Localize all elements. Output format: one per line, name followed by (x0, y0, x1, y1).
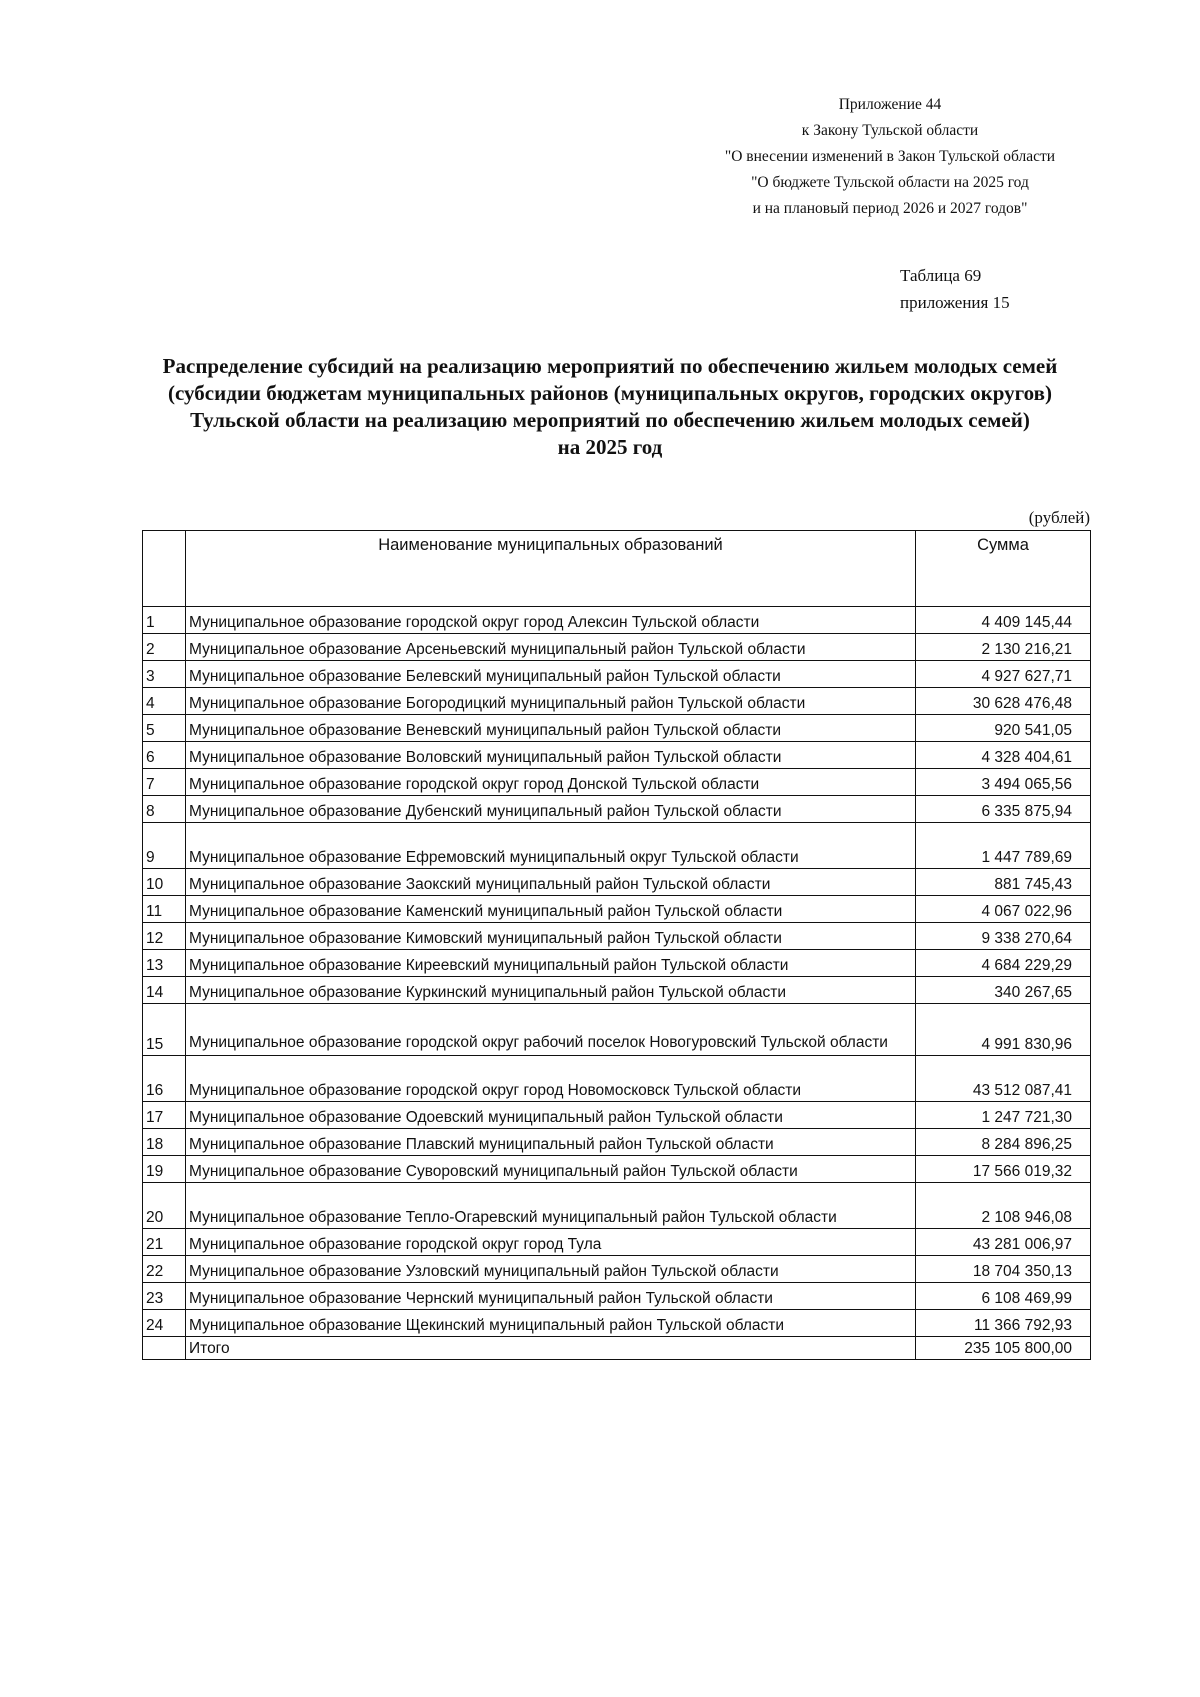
row-number: 1 (143, 607, 186, 634)
row-number: 24 (143, 1310, 186, 1337)
table-row (143, 607, 1091, 634)
title-line-4: на 2025 год (557, 435, 663, 459)
municipality-name: Муниципальное образование Узловский муниципальный район Тульской области (186, 1256, 916, 1283)
table-row (143, 1283, 1091, 1310)
column-header-number (143, 531, 186, 607)
subsidy-amount: 6 108 469,99 (916, 1283, 1091, 1310)
subsidy-amount: 881 745,43 (916, 869, 1091, 896)
municipality-name: Муниципальное образование Киреевский муниципальный район Тульской области (186, 950, 916, 977)
row-number: 17 (143, 1102, 186, 1129)
municipality-name: Муниципальное образование городской округ рабочий поселок Новогуровский Тульской области (186, 1004, 916, 1056)
subsidy-amount: 340 267,65 (916, 977, 1091, 1004)
table-row (143, 977, 1091, 1004)
municipality-name: Муниципальное образование городской округ город Новомосковск Тульской области (186, 1056, 916, 1102)
table-row (143, 1256, 1091, 1283)
subsidy-amount: 4 991 830,96 (916, 1004, 1091, 1056)
municipality-name: Муниципальное образование Веневский муниципальный район Тульской области (186, 715, 916, 742)
title-line-2: (субсидии бюджетам муниципальных районов (муниципальных округов, городских округов) (168, 381, 1052, 405)
law-reference: к Закону Тульской области (801, 122, 979, 139)
table-header-row (143, 531, 1091, 607)
total-row (143, 1337, 1091, 1360)
municipality-name: Муниципальное образование Куркинский муниципальный район Тульской области (186, 977, 916, 1004)
subsidy-amount: 2 108 946,08 (916, 1183, 1091, 1229)
subsidy-amount: 43 512 087,41 (916, 1056, 1091, 1102)
row-number: 19 (143, 1156, 186, 1183)
municipality-name: Муниципальное образование Ефремовский муниципальный округ Тульской области (186, 823, 916, 869)
subsidy-amount: 2 130 216,21 (916, 634, 1091, 661)
municipality-name: Муниципальное образование Тепло-Огаревский муниципальный район Тульской области (186, 1183, 916, 1229)
total-amount: 235 105 800,00 (916, 1337, 1091, 1360)
table-row (143, 869, 1091, 896)
table-row (143, 715, 1091, 742)
law-title-line-2: "О бюджете Тульской области на 2025 год (751, 174, 1029, 191)
table-row (143, 823, 1091, 869)
table-row (143, 1183, 1091, 1229)
municipality-name: Муниципальное образование Воловский муниципальный район Тульской области (186, 742, 916, 769)
table-row (143, 1156, 1091, 1183)
table-row (143, 661, 1091, 688)
row-number: 14 (143, 977, 186, 1004)
subsidy-amount: 17 566 019,32 (916, 1156, 1091, 1183)
subsidy-amount: 3 494 065,56 (916, 769, 1091, 796)
subsidy-amount: 4 684 229,29 (916, 950, 1091, 977)
units-label: (рублей) (1028, 508, 1090, 527)
law-title-line-1: "О внесении изменений в Закон Тульской области (724, 148, 1056, 165)
subsidy-amount: 4 067 022,96 (916, 896, 1091, 923)
subsidy-amount: 1 447 789,69 (916, 823, 1091, 869)
table-row (143, 1229, 1091, 1256)
municipality-name: Муниципальное образование Арсеньевский муниципальный район Тульской области (186, 634, 916, 661)
row-number: 21 (143, 1229, 186, 1256)
row-number: 22 (143, 1256, 186, 1283)
subsidy-amount: 8 284 896,25 (916, 1129, 1091, 1156)
municipality-name: Муниципальное образование Плавский муниципальный район Тульской области (186, 1129, 916, 1156)
row-number: 11 (143, 896, 186, 923)
row-number: 5 (143, 715, 186, 742)
municipality-name: Муниципальное образование Суворовский муниципальный район Тульской области (186, 1156, 916, 1183)
row-number: 4 (143, 688, 186, 715)
table-row (143, 796, 1091, 823)
row-number: 15 (143, 1004, 186, 1056)
subsidy-amount: 30 628 476,48 (916, 688, 1091, 715)
table-row (143, 634, 1091, 661)
subsidy-amount: 4 409 145,44 (916, 607, 1091, 634)
subsidy-amount: 920 541,05 (916, 715, 1091, 742)
municipality-name: Муниципальное образование Одоевский муниципальный район Тульской области (186, 1102, 916, 1129)
row-number: 18 (143, 1129, 186, 1156)
row-number: 7 (143, 769, 186, 796)
row-number: 12 (143, 923, 186, 950)
table-row (143, 923, 1091, 950)
title-line-1: Распределение субсидий на реализацию мероприятий по обеспечению жильем молодых семей (162, 354, 1058, 378)
table-row (143, 896, 1091, 923)
subsidy-table (142, 530, 1091, 1360)
row-number: 6 (143, 742, 186, 769)
title-line-3: Тульской области на реализацию мероприятий по обеспечению жильем молодых семей) (190, 408, 1030, 432)
row-number: 8 (143, 796, 186, 823)
row-number: 16 (143, 1056, 186, 1102)
municipality-name: Муниципальное образование Богородицкий муниципальный район Тульской области (186, 688, 916, 715)
column-header-name: Наименование муниципальных образований (186, 531, 916, 607)
table-row (143, 769, 1091, 796)
subsidy-amount: 18 704 350,13 (916, 1256, 1091, 1283)
municipality-name: Муниципальное образование городской округ город Донской Тульской области (186, 769, 916, 796)
table-row (143, 950, 1091, 977)
table-body (143, 607, 1091, 1360)
table-row (143, 1310, 1091, 1337)
column-header-sum: Сумма (916, 531, 1091, 607)
table-row (143, 1129, 1091, 1156)
appendix-number: Приложение 44 (838, 96, 942, 113)
subsidy-amount: 1 247 721,30 (916, 1102, 1091, 1129)
table-row (143, 1102, 1091, 1129)
table-row (143, 688, 1091, 715)
row-number: 3 (143, 661, 186, 688)
table-number: Таблица 69 (900, 266, 982, 285)
municipality-name: Муниципальное образование Каменский муниципальный район Тульской области (186, 896, 916, 923)
table-row (143, 1056, 1091, 1102)
municipality-name: Муниципальное образование Дубенский муниципальный район Тульской области (186, 796, 916, 823)
municipality-name: Муниципальное образование городской округ город Тула (186, 1229, 916, 1256)
row-number: 10 (143, 869, 186, 896)
document-title (140, 353, 1080, 461)
subsidy-amount: 43 281 006,97 (916, 1229, 1091, 1256)
document-header (700, 92, 1080, 222)
municipality-name: Муниципальное образование Белевский муниципальный район Тульской области (186, 661, 916, 688)
subsidy-amount: 6 335 875,94 (916, 796, 1091, 823)
subsidy-amount: 9 338 270,64 (916, 923, 1091, 950)
row-number: 20 (143, 1183, 186, 1229)
total-number (143, 1337, 186, 1360)
municipality-name: Муниципальное образование Кимовский муниципальный район Тульской области (186, 923, 916, 950)
subsidy-amount: 4 927 627,71 (916, 661, 1091, 688)
row-number: 9 (143, 823, 186, 869)
row-number: 2 (143, 634, 186, 661)
municipality-name: Муниципальное образование Заокский муниципальный район Тульской области (186, 869, 916, 896)
table-row (143, 1004, 1091, 1056)
row-number: 13 (143, 950, 186, 977)
table-row (143, 742, 1091, 769)
table-reference (900, 262, 1040, 316)
row-number: 23 (143, 1283, 186, 1310)
subsidy-amount: 4 328 404,61 (916, 742, 1091, 769)
law-title-line-3: и на плановый период 2026 и 2027 годов" (752, 200, 1028, 217)
municipality-name: Муниципальное образование Чернский муниципальный район Тульской области (186, 1283, 916, 1310)
total-label: Итого (186, 1337, 916, 1360)
subsidy-amount: 11 366 792,93 (916, 1310, 1091, 1337)
municipality-name: Муниципальное образование Щекинский муниципальный район Тульской области (186, 1310, 916, 1337)
municipality-name: Муниципальное образование городской округ город Алексин Тульской области (186, 607, 916, 634)
appendix-reference: приложения 15 (900, 293, 1010, 312)
